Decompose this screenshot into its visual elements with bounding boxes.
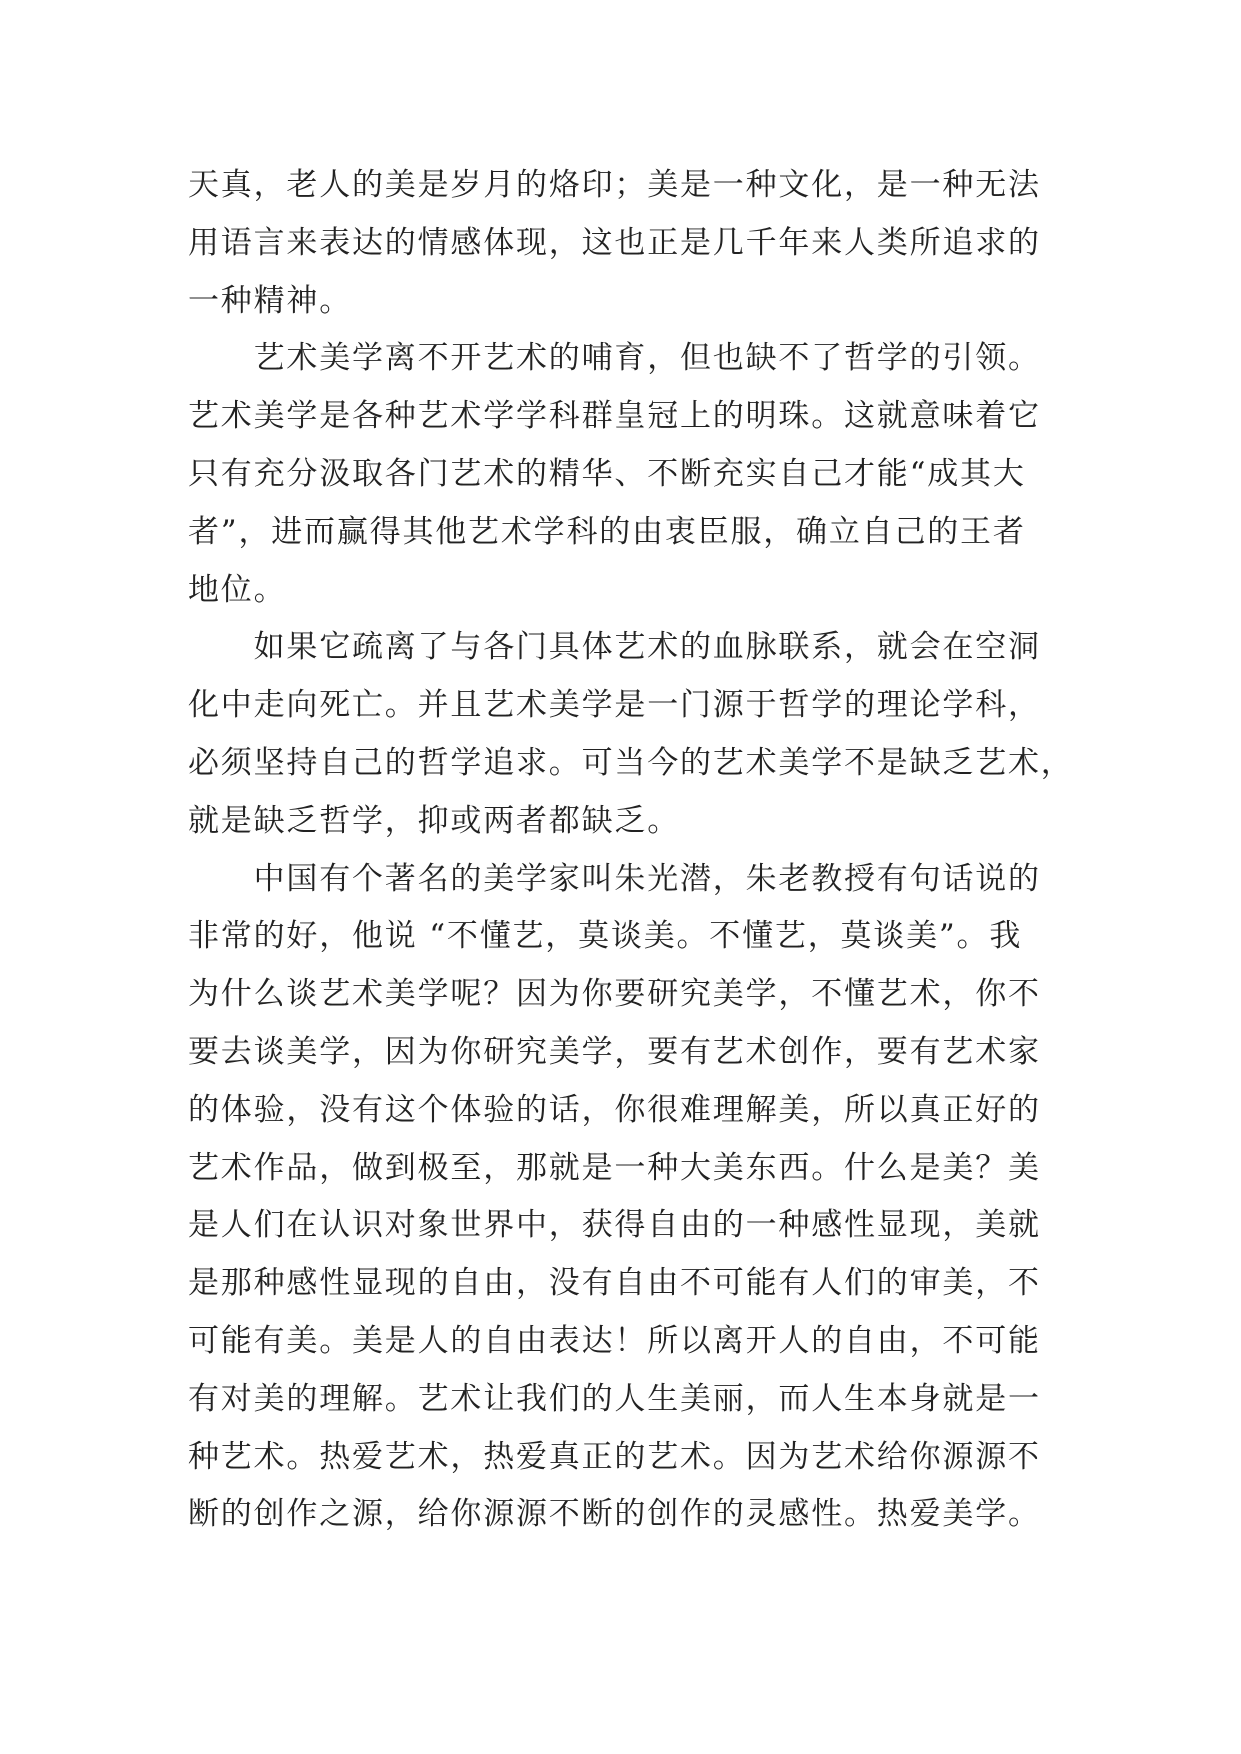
text-line: 只有充分汲取各门艺术的精华、不断充实自己才能“成其大	[188, 455, 1026, 492]
text-line: 可能有美。美是人的自由表达！所以离开人的自由，不可能	[188, 1322, 1041, 1359]
text-line: 艺术美学是各种艺术学学科群皇冠上的明珠。这就意味着它	[188, 398, 1041, 435]
text-line: 是人们在认识对象世界中，获得自由的一种感性显现，美就	[188, 1207, 1041, 1244]
text-line: 中国有个著名的美学家叫朱光潜，朱老教授有句话说的	[253, 860, 1041, 897]
text-line: 断的创作之源，给你源源不断的创作的灵感性。热爱美学。	[188, 1496, 1041, 1533]
text-line: 是那种感性显现的自由，没有自由不可能有人们的审美，不	[188, 1265, 1041, 1302]
text-line: 一种精神。	[188, 282, 352, 319]
text-line: 地位。	[188, 571, 287, 608]
paragraph-3	[188, 619, 1088, 850]
paragraph-1	[188, 157, 1088, 330]
text-line: 天真，老人的美是岁月的烙印；美是一种文化，是一种无法	[188, 167, 1041, 203]
body-text	[188, 157, 1088, 1544]
text-line: 为什么谈艺术美学呢？因为你要研究美学，不懂艺术，你不	[188, 976, 1041, 1013]
text-line: 就是缺乏哲学，抑或两者都缺乏。	[188, 802, 680, 839]
paragraph-2	[188, 330, 1088, 619]
text-line: 必须坚持自己的哲学追求。可当今的艺术美学不是缺乏艺术，	[188, 744, 1074, 781]
text-line: 化中走向死亡。并且艺术美学是一门源于哲学的理论学科，	[188, 687, 1041, 724]
text-line: 有对美的理解。艺术让我们的人生美丽，而人生本身就是一	[188, 1380, 1041, 1417]
text-line: 艺术作品，做到极至，那就是一种大美东西。什么是美？美	[188, 1149, 1041, 1186]
text-line: 如果它疏离了与各门具体艺术的血脉联系，就会在空洞	[253, 629, 1041, 666]
text-line: 用语言来表达的情感体现，这也正是几千年来人类所追求的	[188, 224, 1041, 261]
text-line: 艺术美学离不开艺术的哺育，但也缺不了哲学的引领。	[253, 340, 1041, 377]
text-line: 要去谈美学，因为你研究美学，要有艺术创作，要有艺术家	[188, 1033, 1041, 1070]
text-line: 的体验，没有这个体验的话，你很难理解美，所以真正好的	[188, 1091, 1041, 1128]
text-line: 者”，进而赢得其他艺术学科的由衷臣服，确立自己的王者	[188, 513, 1026, 550]
text-line: 非常的好，他说 “不懂艺，莫谈美。不懂艺，莫谈美”。我	[188, 918, 1023, 955]
text-line: 种艺术。热爱艺术，热爱真正的艺术。因为艺术给你源源不	[188, 1438, 1041, 1475]
paragraph-4	[188, 851, 1088, 1545]
